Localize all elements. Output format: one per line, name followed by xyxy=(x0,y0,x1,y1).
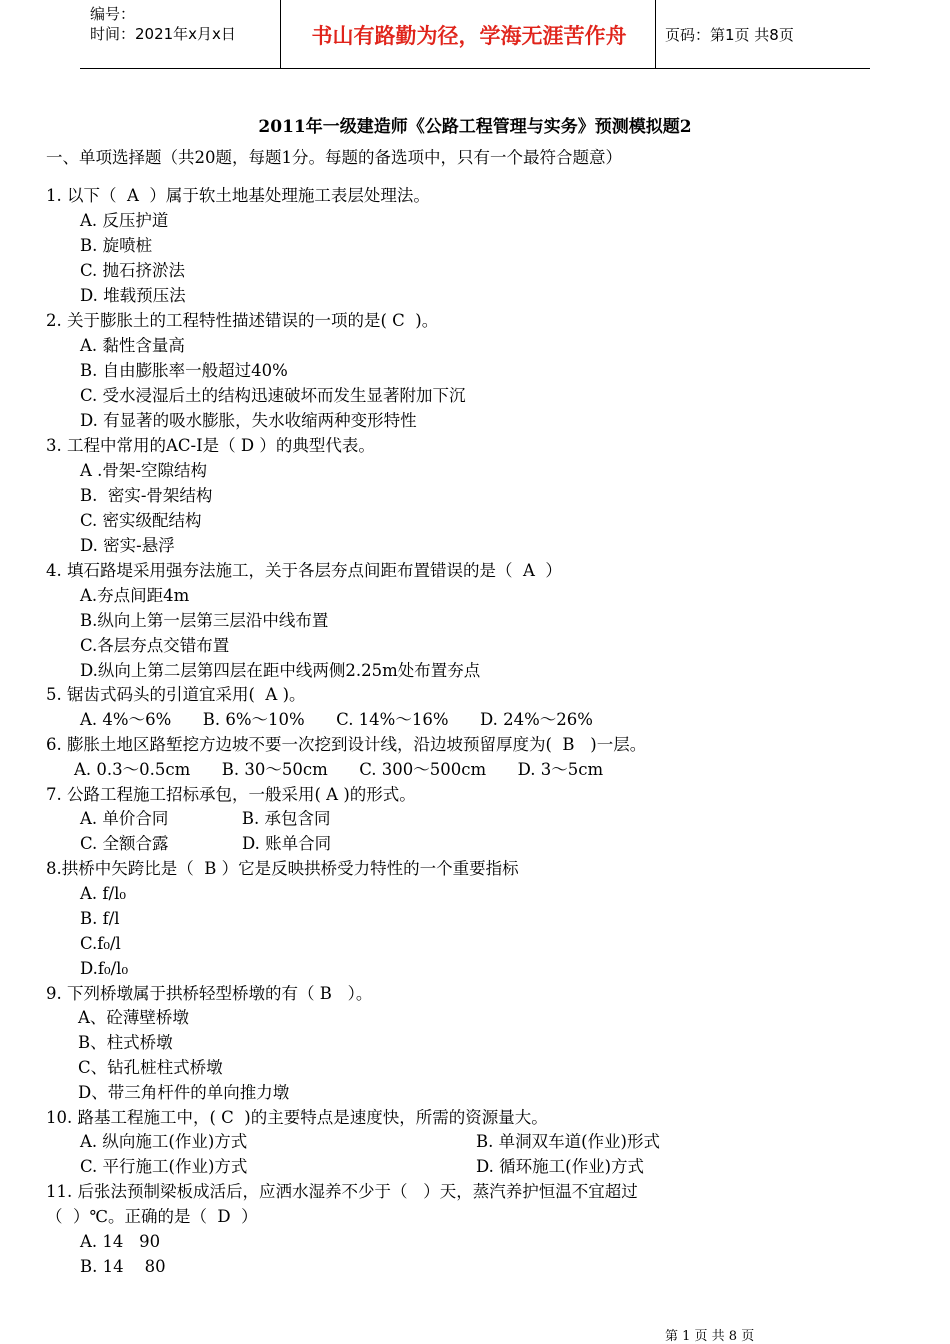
question-text: 5. 锯齿式码头的引道宜采用( A )。 xyxy=(46,685,306,704)
question-text: 7. 公路工程施工招标承包，一般采用( A )的形式。 xyxy=(46,785,416,804)
option-text: D、带三角杆件的单向推力墩 xyxy=(78,1083,290,1102)
option-text: A、砼薄壁桥墩 xyxy=(78,1008,189,1027)
section-heading: 一、单项选择题（共20题，每题1分。每题的备选项中，只有一个最符合题意） xyxy=(46,148,622,167)
option-text: D. 密实-悬浮 xyxy=(80,536,175,555)
question-text: 10. 路基工程施工中，( C )的主要特点是速度快，所需的资源量大。 xyxy=(46,1108,548,1127)
option-text: A. 14 90 xyxy=(80,1232,161,1251)
question-text: 1. 以下（ A ）属于软土地基处理施工表层处理法。 xyxy=(46,186,430,205)
question-text: 11. 后张法预制梁板成活后，应洒水湿养不少于（ ）天，蒸汽养护恒温不宜超过 xyxy=(46,1182,638,1201)
header-divider xyxy=(280,0,281,68)
option-text: B. f/l xyxy=(80,909,120,928)
option-text: B. 旋喷桩 xyxy=(80,236,153,255)
option-text: A. 单价合同 B. 承包含同 xyxy=(80,809,331,828)
option-text: B、柱式桥墩 xyxy=(78,1033,173,1052)
option-text: C.f₀/l xyxy=(80,934,121,953)
option-text: D. 有显著的吸水膨胀，失水收缩两种变形特性 xyxy=(80,411,417,430)
option-text: B. 14 80 xyxy=(80,1257,166,1276)
option-text: B. 密实-骨架结构 xyxy=(80,486,213,505)
option-text: A. 反压护道 xyxy=(80,211,169,230)
option-text: C.各层夯点交错布置 xyxy=(80,636,230,655)
option-text: C. 平行施工(作业)方式 xyxy=(80,1157,248,1176)
option-text: D.f₀/l₀ xyxy=(80,959,129,978)
option-text: B. 自由膨胀率一般超过40% xyxy=(80,361,288,380)
page-footer: 第 1 页 共 8 页 xyxy=(665,1329,755,1344)
question-text: 9. 下列桥墩属于拱桥轻型桥墩的有（ B ）。 xyxy=(46,984,373,1003)
question-text: 2. 关于膨胀土的工程特性描述错误的一项的是( C )。 xyxy=(46,311,439,330)
option-text: A. 黏性含量高 xyxy=(80,336,185,355)
option-text: A.夯点间距4m xyxy=(80,586,190,605)
option-text: A. f/l₀ xyxy=(80,884,126,903)
option-text: C. 全额合露 D. 账单合同 xyxy=(80,834,332,853)
option-text: B. 单洞双车道(作业)形式 xyxy=(476,1132,660,1151)
question-text: 6. 膨胀土地区路堑挖方边坡不要一次挖到设计线，沿边坡预留厚度为( B )一层。 xyxy=(46,735,647,754)
option-text: A. 纵向施工(作业)方式 xyxy=(80,1132,248,1151)
option-text: C. 密实级配结构 xyxy=(80,511,202,530)
number-label: 编号： xyxy=(90,5,136,23)
option-text: A. 0.3～0.5cm B. 30～50cm C. 300～500cm D. 3～5cm xyxy=(74,760,604,779)
question-text: （ ）℃。正确的是（ D ） xyxy=(46,1207,258,1226)
option-text: D. 堆载预压法 xyxy=(80,286,186,305)
option-text: D. 循环施工(作业)方式 xyxy=(476,1157,645,1176)
option-text: C、钻孔桩柱式桥墩 xyxy=(78,1058,223,1077)
header-divider xyxy=(655,0,656,68)
question-text: 8.拱桥中矢跨比是（ B ）它是反映拱桥受力特性的一个重要指标 xyxy=(46,859,519,878)
option-text: C. 抛石挤淤法 xyxy=(80,261,186,280)
option-text: B.纵向上第一层第三层沿中线布置 xyxy=(80,611,329,630)
option-text: A .骨架-空隙结构 xyxy=(80,461,207,480)
option-text: A. 4%～6% B. 6%～10% C. 14%～16% D. 24%～26% xyxy=(80,710,593,729)
question-text: 4. 填石路堤采用强夯法施工，关于各层夯点间距布置错误的是（ A ） xyxy=(46,561,562,580)
page-header xyxy=(80,0,870,69)
question-text: 3. 工程中常用的AC-I是（ D ）的典型代表。 xyxy=(46,436,375,455)
option-text: D.纵向上第二层第四层在距中线两侧2.25m处布置夯点 xyxy=(80,661,481,680)
header-page-info: 页码：第1页 共8页 xyxy=(665,26,794,44)
document-title: 2011年一级建造师《公路工程管理与实务》预测模拟题2 xyxy=(258,117,692,137)
header-motto: 书山有路勤为径，学海无涯苦作舟 xyxy=(311,24,627,48)
option-text: C. 受水浸湿后土的结构迅速破坏而发生显著附加下沉 xyxy=(80,386,466,405)
time-label: 时间：2021年x月x日 xyxy=(90,25,236,43)
header-meta xyxy=(90,4,236,44)
